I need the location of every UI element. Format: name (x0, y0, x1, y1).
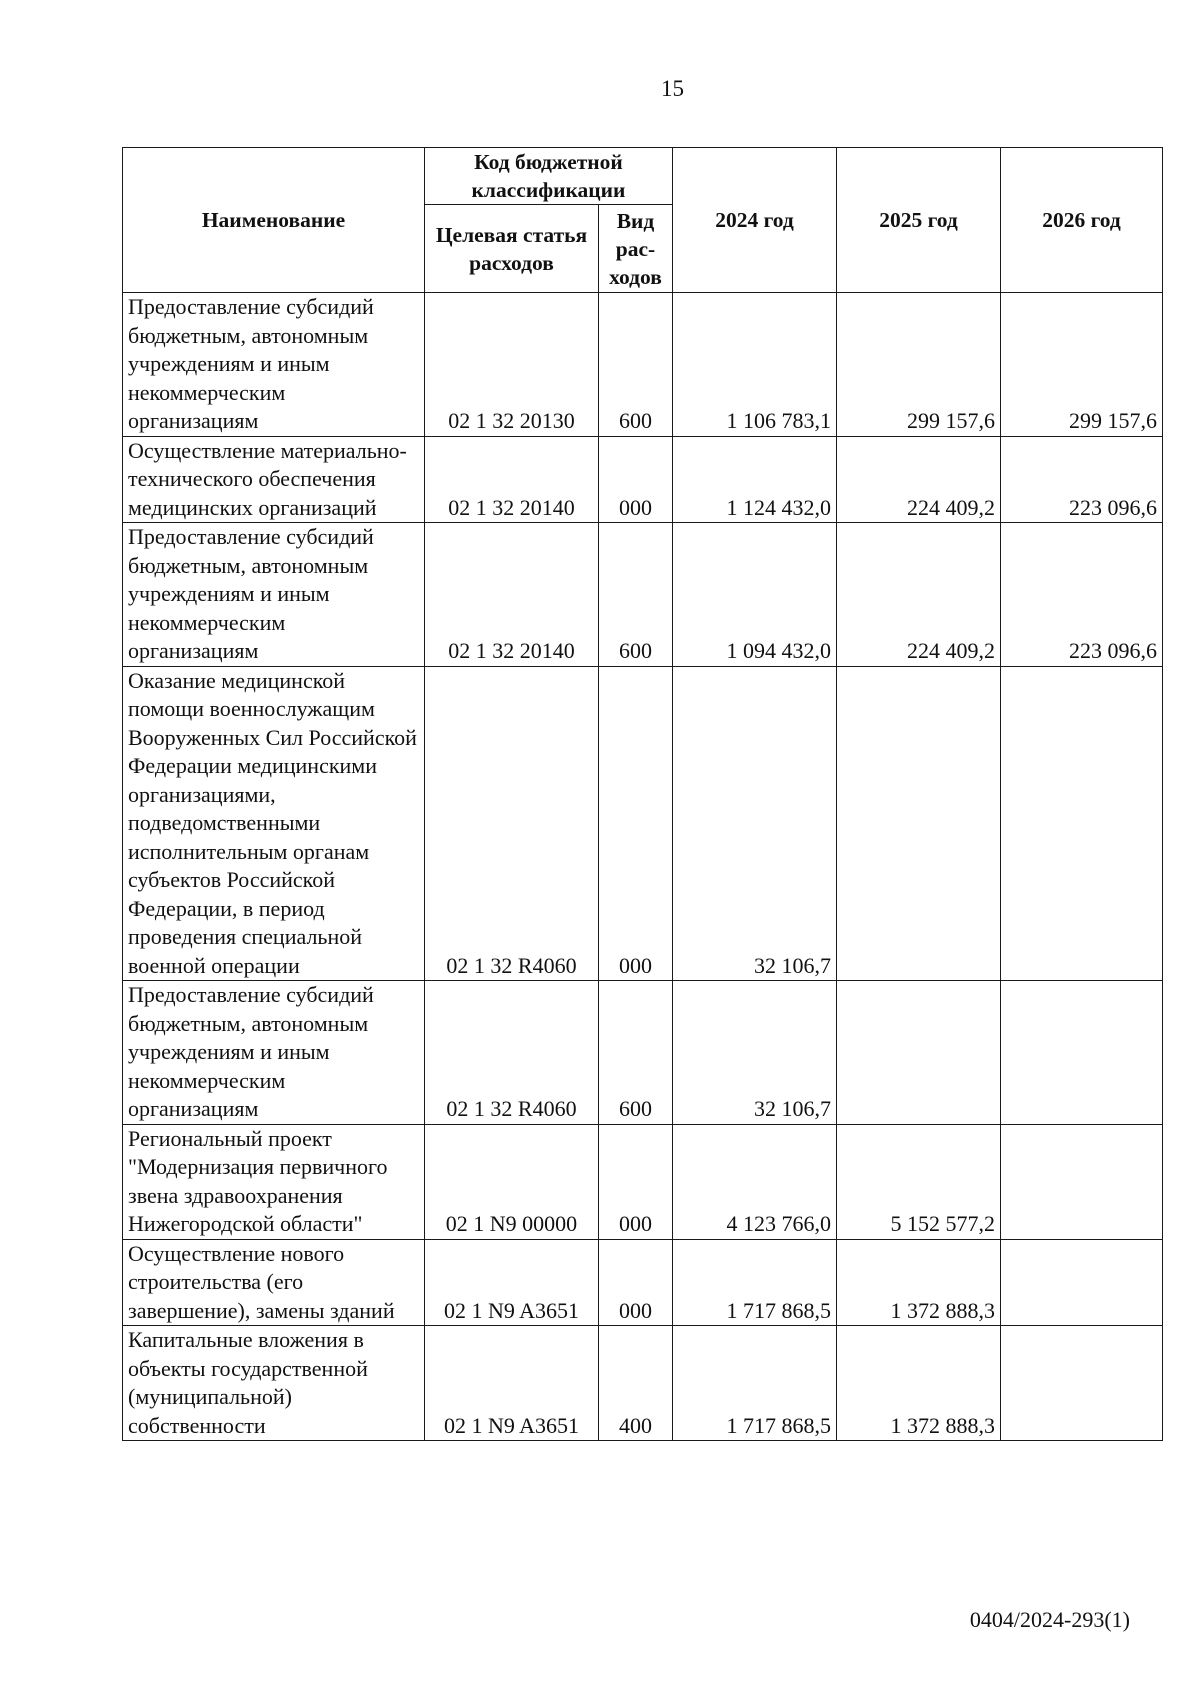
row-expense-type: 600 (599, 523, 673, 667)
row-name: Предоставление субсидий бюджетным, автономным учреждениям и иным некоммерческим организациям (123, 523, 425, 667)
row-name: Оказание медицинской помощи военнослужащим Вооруженных Сил Российской Федерации медицинскими организациями, подведомственными исполнительным органам субъектов Российской Федерации, в период проведения специальной военной операции (123, 666, 425, 981)
row-target-article: 02 1 32 20130 (425, 293, 599, 437)
row-2024-value: 32 106,7 (673, 981, 837, 1125)
row-2025-value: 5 152 577,2 (837, 1124, 1001, 1239)
row-target-article: 02 1 N9 A3651 (425, 1326, 599, 1441)
row-2025-value: 224 409,2 (837, 436, 1001, 523)
row-target-article: 02 1 32 20140 (425, 436, 599, 523)
header-expense-type: Вид рас-ходов (599, 205, 673, 293)
row-target-article: 02 1 32 R4060 (425, 666, 599, 981)
header-2026: 2026 год (1001, 148, 1163, 293)
row-name: Предоставление субсидий бюджетным, автономным учреждениям и иным некоммерческим организациям (123, 981, 425, 1125)
row-target-article: 02 1 32 20140 (425, 523, 599, 667)
table-row (123, 293, 1163, 437)
row-2025-value: 224 409,2 (837, 523, 1001, 667)
row-expense-type: 000 (599, 1124, 673, 1239)
budget-table (122, 147, 1163, 1441)
row-name: Предоставление субсидий бюджетным, автономным учреждениям и иным некоммерческим организациям (123, 293, 425, 437)
row-expense-type: 000 (599, 666, 673, 981)
page-number: 15 (661, 76, 684, 101)
header-target-article: Целевая статья расходов (425, 205, 599, 293)
row-2026-value (1001, 666, 1163, 981)
row-2025-value: 1 372 888,3 (837, 1239, 1001, 1326)
header-2025: 2025 год (837, 148, 1001, 293)
row-2024-value: 1 106 783,1 (673, 293, 837, 437)
row-2024-value: 1 094 432,0 (673, 523, 837, 667)
document-code: 0404/2024-293(1) (969, 1607, 1130, 1632)
row-expense-type: 000 (599, 1239, 673, 1326)
row-2026-value: 223 096,6 (1001, 436, 1163, 523)
row-2026-value (1001, 1239, 1163, 1326)
header-2024: 2024 год (673, 148, 837, 293)
row-target-article: 02 1 N9 00000 (425, 1124, 599, 1239)
row-name: Капитальные вложения в объекты государственной (муниципальной) собственности (123, 1326, 425, 1441)
row-2024-value: 32 106,7 (673, 666, 837, 981)
header-budget-code: Код бюджетной классификации (425, 148, 673, 205)
row-2025-value (837, 981, 1001, 1125)
row-target-article: 02 1 N9 A3651 (425, 1239, 599, 1326)
row-name: Региональный проект "Модернизация первичного звена здравоохранения Нижегородской области" (123, 1124, 425, 1239)
row-2026-value (1001, 1326, 1163, 1441)
table-row (123, 1239, 1163, 1326)
table-row (123, 523, 1163, 667)
row-name: Осуществление нового строительства (его завершение), замены зданий (123, 1239, 425, 1326)
row-expense-type: 400 (599, 1326, 673, 1441)
table-row (123, 436, 1163, 523)
table-row (123, 981, 1163, 1125)
row-2025-value: 1 372 888,3 (837, 1326, 1001, 1441)
row-2026-value: 223 096,6 (1001, 523, 1163, 667)
row-target-article: 02 1 32 R4060 (425, 981, 599, 1125)
row-2026-value (1001, 981, 1163, 1125)
row-expense-type: 600 (599, 981, 673, 1125)
table-row (123, 1326, 1163, 1441)
table-row (123, 1124, 1163, 1239)
row-2025-value: 299 157,6 (837, 293, 1001, 437)
row-2026-value (1001, 1124, 1163, 1239)
row-name: Осуществление материально-технического обеспечения медицинских организаций (123, 436, 425, 523)
row-expense-type: 600 (599, 293, 673, 437)
row-2024-value: 1 717 868,5 (673, 1326, 837, 1441)
row-2024-value: 1 717 868,5 (673, 1239, 837, 1326)
header-name: Наименование (123, 148, 425, 293)
row-2024-value: 1 124 432,0 (673, 436, 837, 523)
table-row (123, 666, 1163, 981)
row-2026-value: 299 157,6 (1001, 293, 1163, 437)
row-expense-type: 000 (599, 436, 673, 523)
row-2025-value (837, 666, 1001, 981)
row-2024-value: 4 123 766,0 (673, 1124, 837, 1239)
